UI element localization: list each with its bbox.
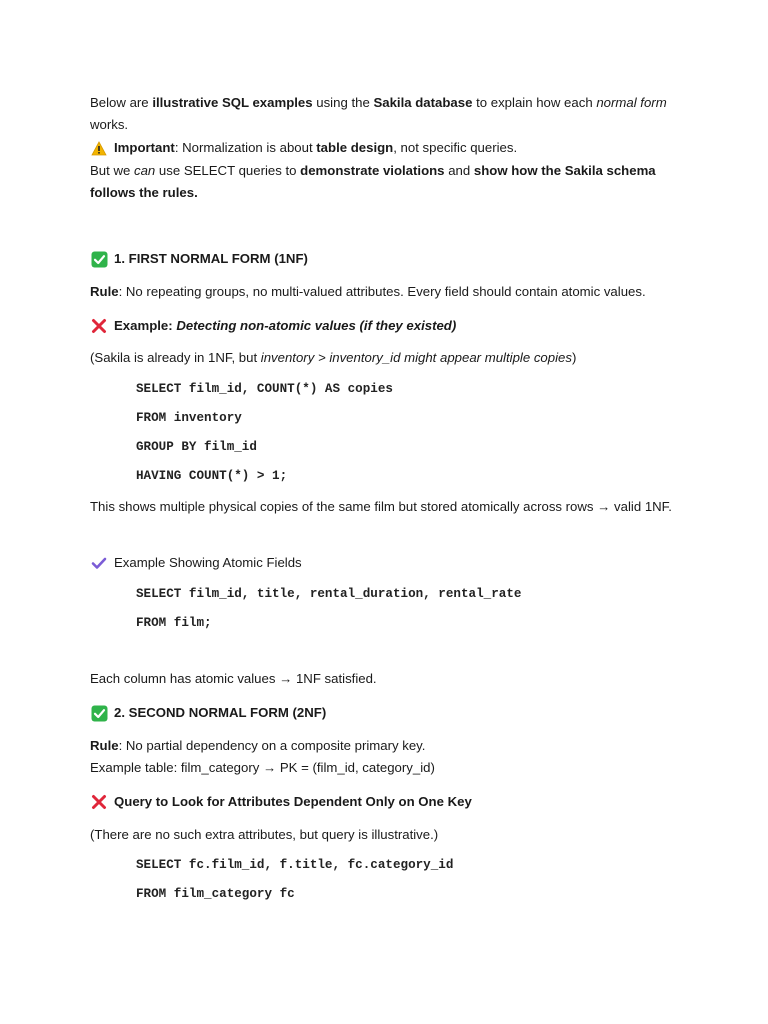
code-line: SELECT fc.film_id, f.title, fc.category_id — [136, 858, 454, 872]
code-line: SELECT film_id, COUNT(*) AS copies — [136, 382, 393, 396]
section-1nf-example-2: Example Showing Atomic Fields — [90, 552, 682, 574]
important-note: Important: Normalization is about table design, not specific queries. — [90, 137, 682, 159]
purple-check-icon — [90, 554, 108, 572]
section-1nf-heading: 1. FIRST NORMAL FORM (1NF) — [90, 248, 682, 270]
code-line: SELECT film_id, title, rental_duration, rental_rate — [136, 587, 522, 601]
red-cross-icon — [90, 793, 108, 811]
section-2nf-table-line: Example table: film_category → PK = (film_id, category_id) — [90, 760, 435, 775]
section-1nf-explanation: This shows multiple physical copies of the same film but stored atomically across rows → valid 1NF. — [90, 499, 672, 514]
code-line: FROM film_category fc — [136, 887, 295, 901]
section-1nf-example-heading: Example: Detecting non-atomic values (if they existed) — [90, 315, 682, 337]
section-1nf-rule: Rule: No repeating groups, no multi-valued attributes. Every field should contain atomic values. — [90, 284, 646, 299]
intro-paragraph: Below are illustrative SQL examples using the Sakila database to explain how each normal form works. — [90, 95, 667, 132]
red-cross-icon — [90, 317, 108, 335]
section-2nf-heading: 2. SECOND NORMAL FORM (2NF) — [90, 702, 682, 724]
code-line: HAVING COUNT(*) > 1; — [136, 469, 288, 483]
intro-paragraph-2: But we can use SELECT queries to demonstrate violations and show how the Sakila schema follows the rules. — [90, 163, 656, 200]
warning-icon — [90, 139, 108, 157]
section-1nf-conclusion: Each column has atomic values → 1NF satisfied. — [90, 671, 377, 686]
code-line: FROM film; — [136, 616, 212, 630]
section-2nf-rule: Rule: No partial dependency on a composite primary key. — [90, 738, 426, 753]
check-box-icon — [90, 704, 108, 722]
code-line: FROM inventory — [136, 411, 242, 425]
section-1nf-note: (Sakila is already in 1NF, but inventory > inventory_id might appear multiple copies) — [90, 350, 577, 365]
section-2nf-query-heading: Query to Look for Attributes Dependent Only on One Key — [90, 791, 682, 813]
section-2nf-note: (There are no such extra attributes, but query is illustrative.) — [90, 827, 439, 842]
check-box-icon — [90, 250, 108, 268]
code-line: GROUP BY film_id — [136, 440, 257, 454]
